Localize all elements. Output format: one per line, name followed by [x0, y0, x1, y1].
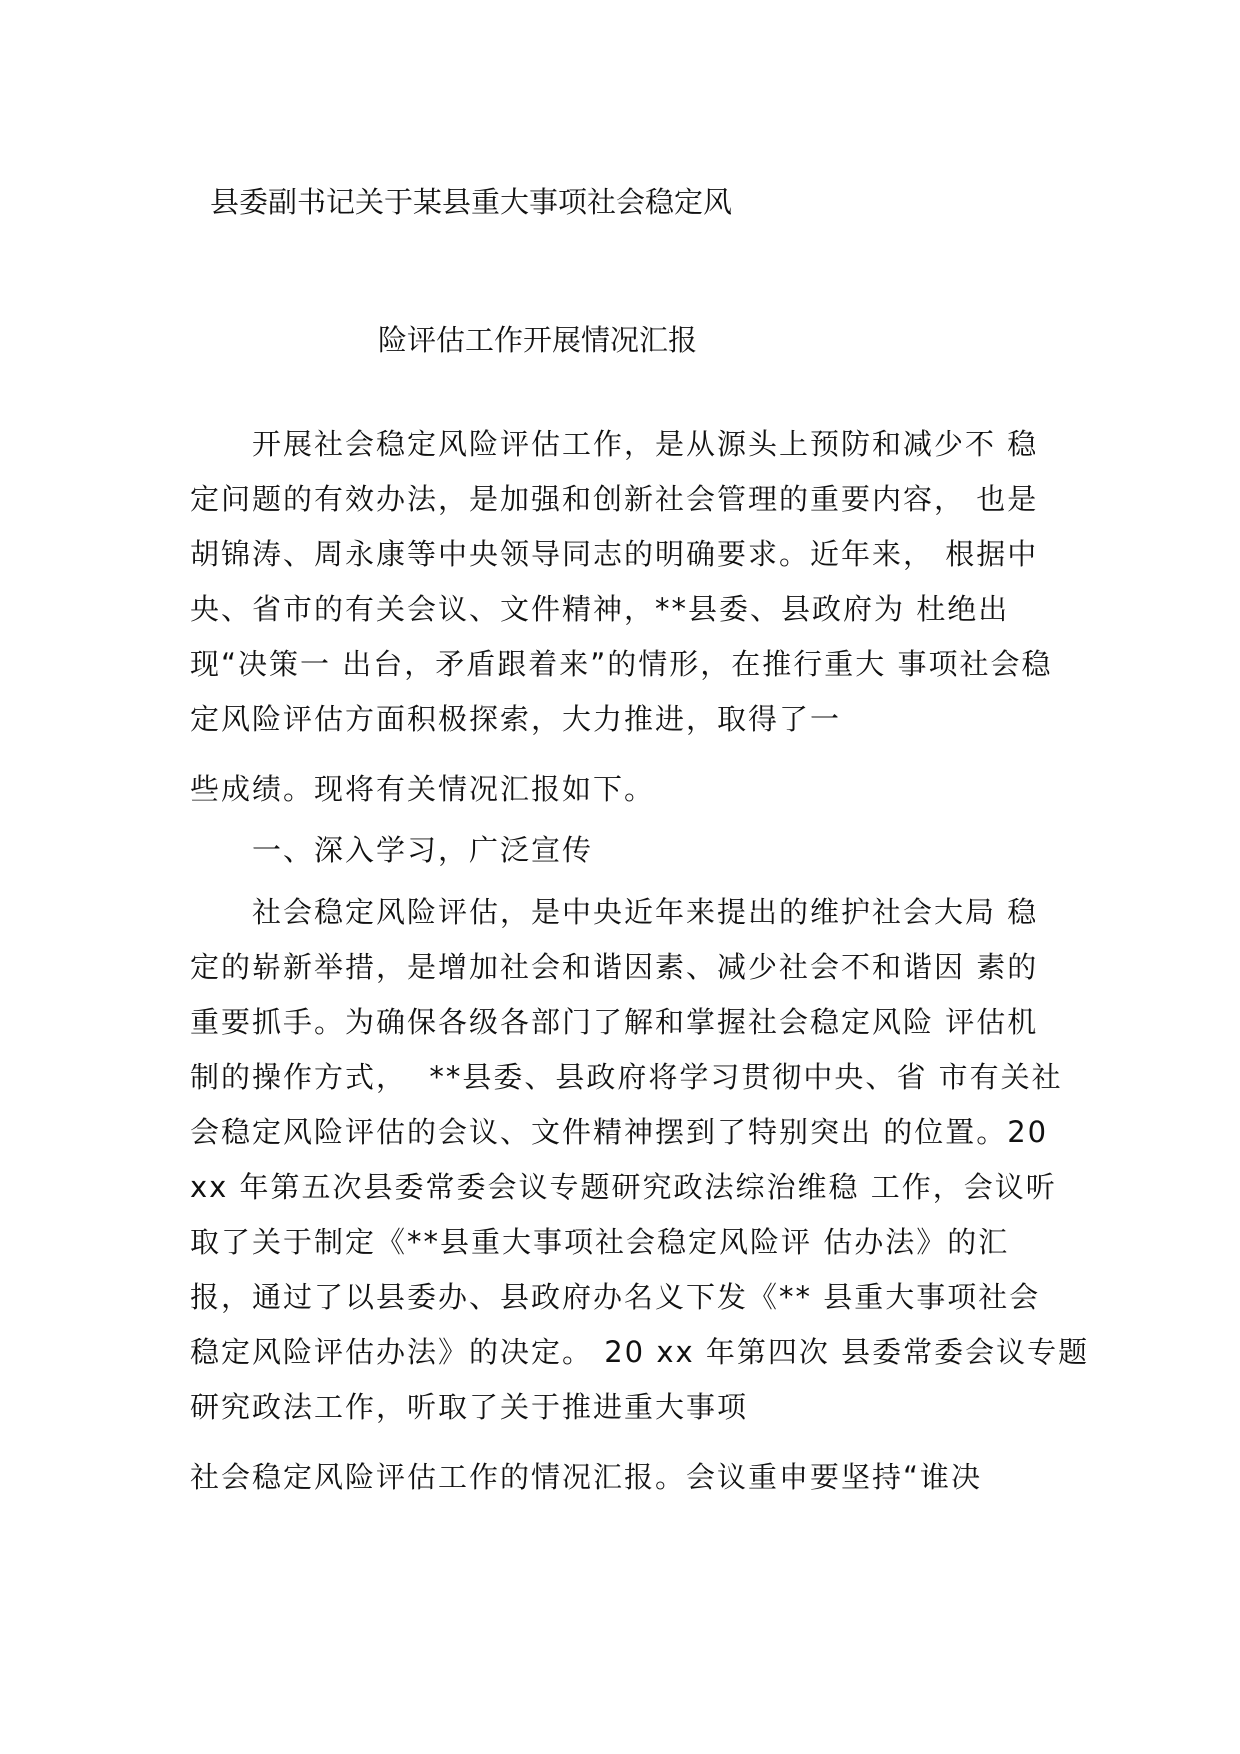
paragraph-line: 取了关于制定《**县重大事项社会稳定风险评 估办法》的汇	[190, 1225, 1010, 1259]
paragraph-line: 制的操作方式， **县委、县政府将学习贯彻中央、省 市有关社	[190, 1060, 1063, 1094]
document-title-line-1: 县委副书记关于某县重大事项社会稳定风	[210, 185, 733, 219]
paragraph-line: 定风险评估方面积极探索，大力推进，取得了一	[190, 702, 842, 736]
paragraph-line: 报，通过了以县委办、县政府办名义下发《** 县重大事项社会	[190, 1280, 1041, 1314]
paragraph-line: 胡锦涛、周永康等中央领导同志的明确要求。近年来， 根据中	[190, 537, 1039, 571]
paragraph-line: 现“决策一 出台，矛盾跟着来”的情形，在推行重大 事项社会稳	[190, 647, 1053, 681]
paragraph-line: xx 年第五次县委常委会议专题研究政法综治维稳 工作，会议听	[190, 1170, 1057, 1204]
paragraph-line: 研究政法工作，听取了关于推进重大事项	[190, 1390, 749, 1424]
paragraph-line: 些成绩。现将有关情况汇报如下。	[190, 772, 656, 806]
paragraph-line: 开展社会稳定风险评估工作，是从源头上预防和减少不 稳	[252, 427, 1039, 461]
section-heading: 一、深入学习，广泛宣传	[252, 833, 594, 867]
paragraph-line: 会稳定风险评估的会议、文件精神摆到了特别突出 的位置。20	[190, 1115, 1049, 1149]
paragraph-line: 央、省市的有关会议、文件精神，**县委、县政府为 杜绝出	[190, 592, 1010, 626]
document-title-line-2: 险评估工作开展情况汇报	[378, 323, 698, 357]
paragraph-line: 社会稳定风险评估工作的情况汇报。会议重申要坚持“谁决	[190, 1460, 983, 1494]
paragraph-line: 定问题的有效办法，是加强和创新社会管理的重要内容， 也是	[190, 482, 1039, 516]
paragraph-line: 稳定风险评估办法》的决定。 20 xx 年第四次 县委常委会议专题	[190, 1335, 1090, 1369]
paragraph-line: 重要抓手。为确保各级各部门了解和掌握社会稳定风险 评估机	[190, 1005, 1039, 1039]
paragraph-line: 定的崭新举措，是增加社会和谐因素、减少社会不和谐因 素的	[190, 950, 1039, 984]
paragraph-line: 社会稳定风险评估，是中央近年来提出的维护社会大局 稳	[252, 895, 1039, 929]
